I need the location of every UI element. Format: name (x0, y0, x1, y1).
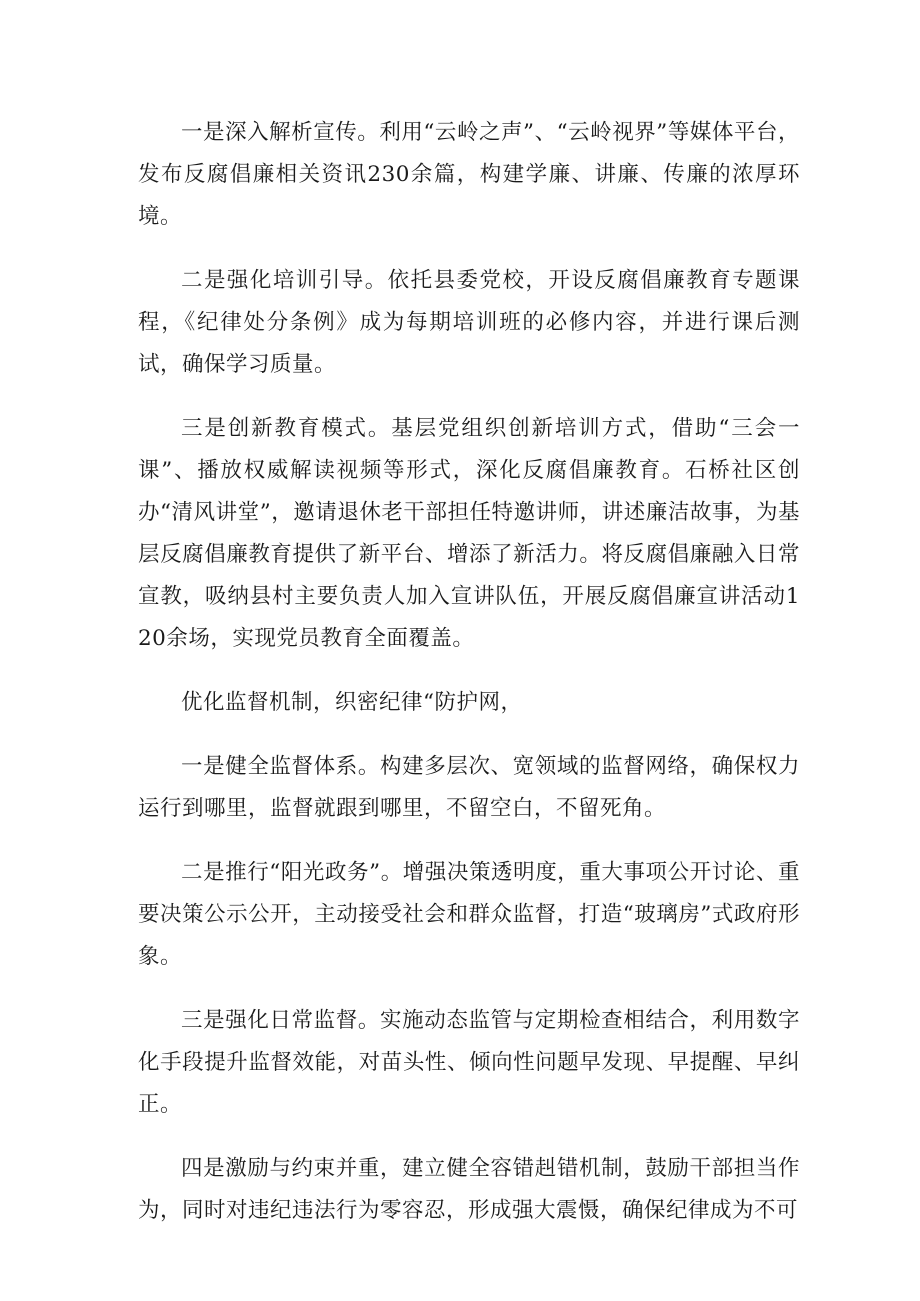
paragraph-education-model: 三是创新教育模式。基层党组织创新培训方式，借助“三会一课”、播放权威解读视频等形式，深化反腐倡廉教育。石桥社区创办“清风讲堂”，邀请退休老干部担任特邀讲师，讲述廉洁故事，为基层反腐倡廉教育提供了新平台、增添了新活力。将反腐倡廉融入日常宣教，吸纳县村主要负责人加入宣讲队伍，开展反腐倡廉宣讲活动120余场，实现党员教育全面覆盖。 (138, 416, 800, 651)
paragraph-supervision-system: 一是健全监督体系。构建多层次、宽领域的监督网络，确保权力运行到哪里，监督就跟到哪里，不留空白，不留死角。 (138, 754, 800, 821)
paragraph-daily-supervision: 三是强化日常监督。实施动态监管与定期检查相结合，利用数字化手段提升监督效能，对苗头性、倾向性问题早发现、早提醒、早纠正。 (138, 1008, 800, 1117)
paragraph-incentive-constraint: 四是激励与约束并重，建立健全容错赳错机制，鼓励干部担当作为，同时对违纪违法行为零容忍，形成强大震慑，确保纪律成为不可 (138, 1156, 800, 1223)
paragraph-publicity: 一是深入解析宣传。利用“云岭之声”、“云岭视界”等媒体平台，发布反腐倡廉相关资讯230余篇，构建学廉、讲廉、传廉的浓厚环境。 (138, 120, 800, 229)
paragraph-training: 二是强化培训引导。依托县委党校，开设反腐倡廉教育专题课程，《纪律处分条例》成为每期培训班的必修内容，并进行课后测试，确保学习质量。 (138, 268, 800, 377)
section-heading-supervision: 优化监督机制，织密纪律“防护网， (181, 690, 523, 715)
document-body (138, 112, 800, 1254)
paragraph-sunshine-government: 二是推行“阳光政务”。增强决策透明度，重大事项公开讨论、重要决策公示公开，主动接受社会和群众监督，打造“玻璃房”式政府形象。 (138, 860, 800, 969)
